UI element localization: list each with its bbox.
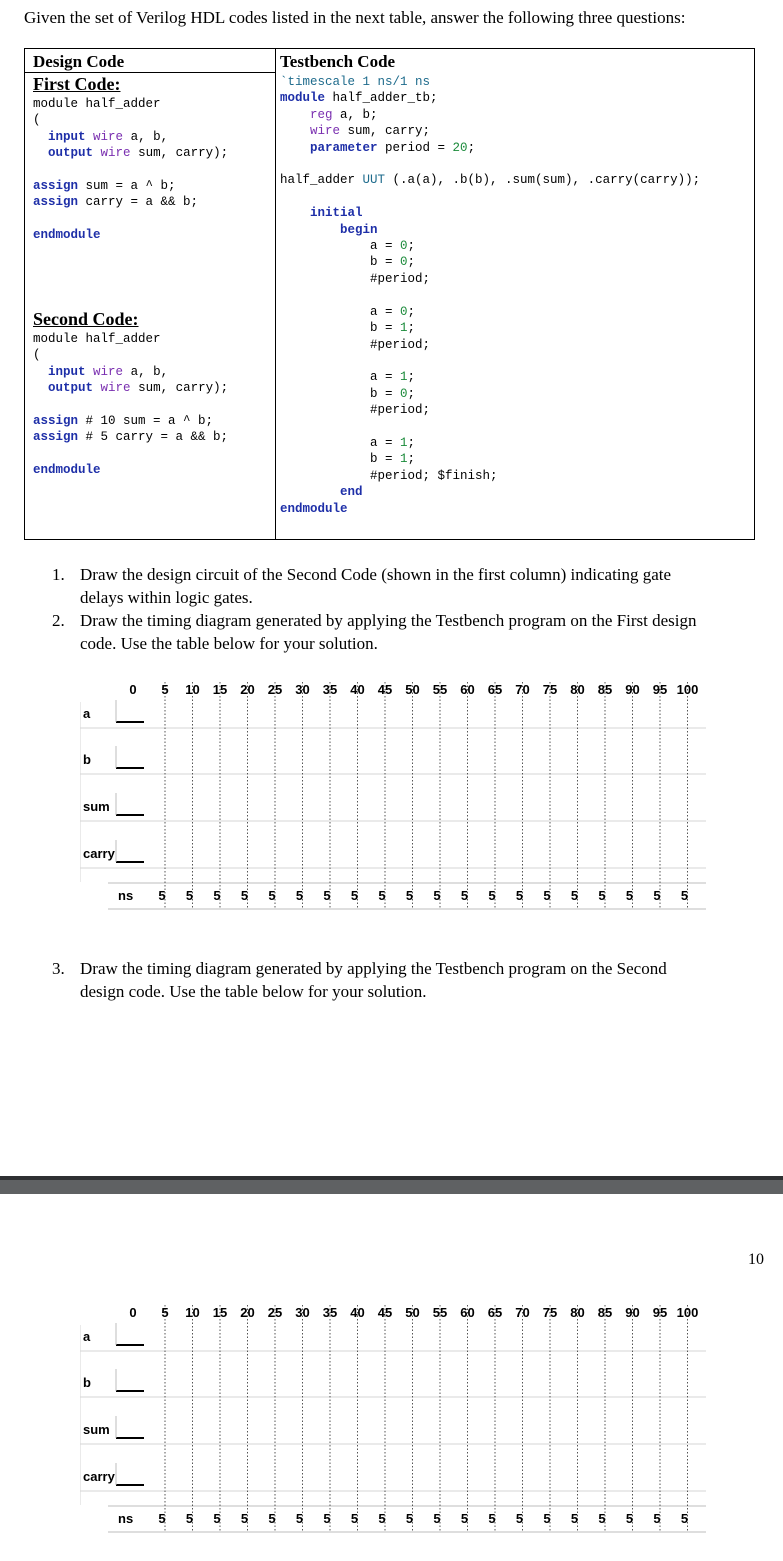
question-number: 3. bbox=[52, 959, 65, 978]
testbench-code-header: Testbench Code bbox=[280, 52, 396, 71]
time-label: 85 bbox=[597, 1305, 613, 1320]
time-label: 65 bbox=[487, 1305, 503, 1320]
code-token: assign bbox=[33, 179, 79, 194]
code-token: 1 bbox=[400, 452, 408, 467]
code-token: input bbox=[48, 129, 86, 144]
code-token: a = bbox=[280, 370, 401, 385]
step-label: 5 bbox=[433, 888, 441, 903]
time-label: 45 bbox=[377, 1305, 393, 1320]
code-token: module bbox=[280, 91, 326, 106]
time-label: 25 bbox=[267, 682, 283, 697]
time-label: 60 bbox=[460, 1305, 475, 1320]
code-token bbox=[86, 130, 94, 144]
step-label: 5 bbox=[543, 1511, 551, 1526]
code-token: endmodule bbox=[33, 228, 101, 243]
step-label: 5 bbox=[598, 888, 606, 903]
code-token bbox=[280, 141, 310, 155]
question-1 bbox=[24, 563, 696, 609]
step-label: 5 bbox=[625, 888, 634, 903]
step-label: 5 bbox=[625, 1511, 634, 1526]
code-token: ; bbox=[407, 239, 416, 254]
timing-grid-lines bbox=[80, 682, 712, 912]
time-label: 40 bbox=[350, 682, 365, 697]
time-label: 55 bbox=[432, 1305, 448, 1320]
code-token: output bbox=[48, 381, 94, 396]
time-label: 5 bbox=[161, 682, 169, 697]
step-label: 5 bbox=[240, 1511, 249, 1526]
step-label: 5 bbox=[405, 1511, 414, 1526]
step-label: 5 bbox=[460, 1511, 469, 1526]
code-token: input bbox=[48, 364, 86, 379]
code-token: UUT bbox=[362, 173, 386, 188]
question-text-cont: code. Use the table below for your solution. bbox=[80, 634, 378, 653]
time-label: 100 bbox=[676, 682, 699, 697]
code-token: begin bbox=[340, 222, 378, 237]
intro-text: Given the set of Verilog HDL codes listed in the next table, answer the following three questions: bbox=[24, 8, 686, 27]
step-label: 5 bbox=[213, 888, 221, 903]
signal-label-b: b bbox=[83, 1375, 91, 1390]
code-token: ; bbox=[407, 370, 416, 385]
step-label: 5 bbox=[488, 888, 496, 903]
question-text: Draw the timing diagram generated by applying the Testbench program on the Second bbox=[80, 959, 667, 978]
testbench-code-block bbox=[280, 74, 700, 517]
code-token: wire bbox=[100, 146, 131, 161]
code-token: end bbox=[340, 485, 363, 500]
code-token: ; bbox=[407, 452, 416, 467]
code-token: ; bbox=[407, 255, 416, 270]
code-token: module half_adder bbox=[33, 332, 161, 346]
code-token: a, b, bbox=[123, 129, 169, 144]
step-label: 5 bbox=[295, 888, 304, 903]
step-label: 5 bbox=[295, 1511, 304, 1526]
question-number: 1. bbox=[52, 565, 65, 584]
code-token: wire bbox=[93, 364, 124, 379]
signal-label-sum: sum bbox=[83, 1422, 110, 1437]
step-label: 5 bbox=[680, 1511, 689, 1526]
code-token: b = bbox=[280, 321, 401, 336]
signal-label-carry: carry bbox=[83, 846, 115, 861]
step-label: 5 bbox=[350, 888, 359, 903]
question-text: Draw the timing diagram generated by applying the Testbench program on the First design bbox=[80, 611, 697, 630]
code-token: endmodule bbox=[33, 463, 101, 478]
step-label: 5 bbox=[350, 1511, 359, 1526]
step-label: 5 bbox=[570, 1511, 579, 1526]
step-label: 5 bbox=[405, 888, 414, 903]
page-number: 10 bbox=[748, 1251, 764, 1268]
signal-label-carry: carry bbox=[83, 1469, 115, 1484]
first-code-title: First Code: bbox=[33, 74, 121, 94]
code-token bbox=[86, 365, 94, 379]
time-label: 5 bbox=[161, 1305, 169, 1320]
code-token: ( bbox=[33, 348, 41, 363]
code-token: 1 bbox=[400, 370, 408, 385]
code-token bbox=[33, 130, 48, 144]
time-label: 10 bbox=[185, 1305, 200, 1320]
step-label: 5 bbox=[378, 888, 386, 903]
questions-1-2 bbox=[24, 563, 696, 655]
code-token bbox=[93, 381, 101, 395]
time-label: 75 bbox=[542, 1305, 558, 1320]
code-token: sum = a ^ b; bbox=[78, 179, 176, 194]
code-token bbox=[280, 206, 310, 220]
step-label: 5 bbox=[433, 1511, 441, 1526]
questions-3 bbox=[24, 957, 667, 1003]
code-token: 0 bbox=[400, 304, 408, 319]
time-label: 55 bbox=[432, 682, 448, 697]
unit-label: ns bbox=[118, 1511, 134, 1526]
code-token: #period; bbox=[280, 337, 431, 352]
code-token: wire bbox=[93, 129, 124, 144]
time-label: 35 bbox=[322, 682, 338, 697]
step-label: 5 bbox=[185, 888, 194, 903]
time-label: 0 bbox=[129, 682, 137, 697]
code-token: # 5 carry = a && b; bbox=[78, 430, 229, 445]
question-number: 2. bbox=[52, 611, 65, 630]
code-token: a, b, bbox=[123, 364, 169, 379]
code-token: sum, carry); bbox=[130, 381, 229, 396]
time-label: 100 bbox=[676, 1305, 699, 1320]
code-token: half_adder_tb; bbox=[325, 91, 438, 106]
step-label: 5 bbox=[515, 1511, 524, 1526]
code-token: 0 bbox=[400, 255, 408, 270]
step-label: 5 bbox=[240, 888, 249, 903]
time-label: 30 bbox=[295, 1305, 310, 1320]
code-token bbox=[280, 223, 340, 237]
step-label: 5 bbox=[158, 888, 166, 903]
code-token: 20 bbox=[452, 140, 468, 155]
code-token bbox=[280, 124, 310, 138]
code-token: 0 bbox=[400, 386, 408, 401]
step-label: 5 bbox=[378, 1511, 386, 1526]
code-token: #period; bbox=[280, 403, 431, 418]
code-token: ; bbox=[407, 386, 416, 401]
code-token bbox=[280, 485, 340, 499]
question-text: Draw the design circuit of the Second Code (shown in the first column) indicating gate bbox=[80, 565, 672, 584]
step-label: 5 bbox=[515, 888, 524, 903]
second-code-block bbox=[33, 331, 228, 479]
time-label: 25 bbox=[267, 1305, 283, 1320]
code-token: endmodule bbox=[280, 501, 348, 516]
code-token bbox=[280, 108, 310, 122]
code-token: #period; $finish; bbox=[280, 468, 498, 483]
question-3 bbox=[24, 957, 667, 1003]
step-label: 5 bbox=[680, 888, 689, 903]
code-token: sum, carry; bbox=[340, 124, 431, 139]
code-token: (.a(a), .b(b), .sum(sum), .carry(carry)); bbox=[385, 173, 701, 188]
code-token: `timescale 1 ns/1 ns bbox=[280, 75, 431, 89]
step-label: 5 bbox=[158, 1511, 166, 1526]
code-token: #period; bbox=[280, 271, 431, 286]
page-divider-bar bbox=[0, 1176, 783, 1194]
code-token: a = bbox=[280, 304, 401, 319]
question-text-cont: design code. Use the table below for your solution. bbox=[80, 982, 427, 1001]
time-label: 40 bbox=[350, 1305, 365, 1320]
timing-grid-lines bbox=[80, 1305, 712, 1535]
code-token: 1 bbox=[400, 321, 408, 336]
code-token: ( bbox=[33, 113, 41, 128]
time-label: 10 bbox=[185, 682, 200, 697]
code-token: # 10 sum = a ^ b; bbox=[78, 414, 214, 429]
second-code-title: Second Code: bbox=[33, 309, 139, 329]
code-token: sum, carry); bbox=[130, 146, 229, 161]
step-label: 5 bbox=[488, 1511, 496, 1526]
time-label: 80 bbox=[570, 1305, 585, 1320]
step-label: 5 bbox=[268, 1511, 276, 1526]
time-label: 20 bbox=[240, 682, 255, 697]
code-token: parameter bbox=[310, 140, 378, 155]
step-label: 5 bbox=[268, 888, 276, 903]
code-token: 0 bbox=[400, 239, 408, 254]
code-token bbox=[33, 146, 48, 160]
time-label: 80 bbox=[570, 682, 585, 697]
time-label: 45 bbox=[377, 682, 393, 697]
code-token: b = bbox=[280, 386, 401, 401]
code-token bbox=[33, 365, 48, 379]
step-label: 5 bbox=[653, 888, 661, 903]
time-label: 15 bbox=[212, 682, 228, 697]
code-token: 1 bbox=[400, 435, 408, 450]
first-code-block bbox=[33, 96, 228, 244]
code-token: ; bbox=[407, 321, 416, 336]
code-token: module half_adder bbox=[33, 97, 161, 111]
time-label: 0 bbox=[129, 1305, 137, 1320]
code-token: ; bbox=[407, 304, 416, 319]
code-token: a, b; bbox=[332, 107, 378, 122]
code-token: period = bbox=[377, 140, 453, 155]
signal-label-a: a bbox=[83, 1329, 91, 1344]
code-token: initial bbox=[310, 206, 363, 221]
time-label: 95 bbox=[652, 1305, 668, 1320]
code-token: reg bbox=[310, 107, 333, 122]
code-token: a = bbox=[280, 239, 401, 254]
unit-label: ns bbox=[118, 888, 134, 903]
time-label: 70 bbox=[515, 682, 530, 697]
step-label: 5 bbox=[185, 1511, 194, 1526]
time-label: 70 bbox=[515, 1305, 530, 1320]
time-label: 35 bbox=[322, 1305, 338, 1320]
code-token: carry = a && b; bbox=[78, 195, 199, 210]
code-token: ; bbox=[407, 435, 416, 450]
signal-label-sum: sum bbox=[83, 799, 110, 814]
code-token: wire bbox=[100, 381, 131, 396]
step-label: 5 bbox=[653, 1511, 661, 1526]
question-2 bbox=[24, 609, 696, 655]
column-divider bbox=[275, 49, 276, 539]
time-label: 90 bbox=[625, 1305, 640, 1320]
header-rule bbox=[25, 72, 275, 73]
step-label: 5 bbox=[543, 888, 551, 903]
timing-grid-first bbox=[80, 682, 712, 912]
step-label: 5 bbox=[598, 1511, 606, 1526]
step-label: 5 bbox=[213, 1511, 221, 1526]
code-token: half_adder bbox=[280, 173, 363, 188]
design-code-header: Design Code bbox=[33, 52, 125, 71]
step-label: 5 bbox=[570, 888, 579, 903]
code-token bbox=[33, 381, 48, 395]
time-label: 85 bbox=[597, 682, 613, 697]
time-label: 90 bbox=[625, 682, 640, 697]
timing-grid-second bbox=[80, 1305, 712, 1535]
time-label: 30 bbox=[295, 682, 310, 697]
time-label: 95 bbox=[652, 682, 668, 697]
time-label: 50 bbox=[405, 1305, 420, 1320]
step-label: 5 bbox=[323, 1511, 331, 1526]
step-label: 5 bbox=[323, 888, 331, 903]
time-label: 20 bbox=[240, 1305, 255, 1320]
code-token: output bbox=[48, 146, 94, 161]
signal-label-b: b bbox=[83, 752, 91, 767]
code-token: assign bbox=[33, 195, 79, 210]
step-label: 5 bbox=[460, 888, 469, 903]
time-label: 65 bbox=[487, 682, 503, 697]
code-token: assign bbox=[33, 430, 79, 445]
time-label: 75 bbox=[542, 682, 558, 697]
code-token bbox=[93, 146, 101, 160]
question-text-cont: delays within logic gates. bbox=[80, 588, 253, 607]
signal-label-a: a bbox=[83, 706, 91, 721]
time-label: 60 bbox=[460, 682, 475, 697]
code-token: ; bbox=[467, 140, 476, 155]
code-table bbox=[24, 48, 755, 540]
code-token: assign bbox=[33, 414, 79, 429]
time-label: 50 bbox=[405, 682, 420, 697]
time-label: 15 bbox=[212, 1305, 228, 1320]
code-token: wire bbox=[310, 124, 341, 139]
code-token: a = bbox=[280, 435, 401, 450]
code-token: b = bbox=[280, 255, 401, 270]
code-token: b = bbox=[280, 452, 401, 467]
